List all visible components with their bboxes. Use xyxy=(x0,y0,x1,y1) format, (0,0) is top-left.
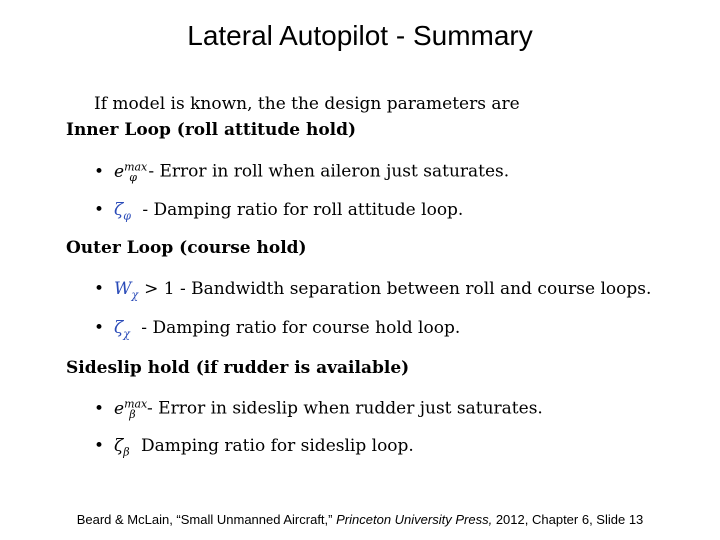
list-item-sideslip-error xyxy=(94,397,543,421)
item-text: - Damping ratio for roll attitude loop. xyxy=(142,200,464,220)
math-symbol: $\zeta_\varphi$ xyxy=(114,200,131,223)
item-text: - Bandwidth separation between roll and course loops. xyxy=(180,279,652,299)
section-heading-outer-loop: Outer Loop (course hold) xyxy=(66,238,307,258)
section-heading-sideslip: Sideslip hold (if rudder is available) xyxy=(66,358,410,378)
section-heading-inner-loop: Inner Loop (roll attitude hold) xyxy=(66,120,357,140)
slide-title: Lateral Autopilot - Summary xyxy=(187,20,533,51)
bullet-icon: • xyxy=(94,318,105,338)
list-item-roll-error xyxy=(94,160,509,184)
footer-slide-number: Chapter 6, Slide 13 xyxy=(531,512,644,527)
bullet-icon: • xyxy=(94,398,105,419)
footer-year: 2012, xyxy=(495,512,529,527)
list-item-bandwidth xyxy=(94,279,651,301)
math-relation: > 1 xyxy=(144,279,175,299)
math-symbol: $W_\chi$ xyxy=(114,279,139,302)
list-item-roll-damping xyxy=(94,200,463,222)
intro-text: If model is known, the the design parameters are xyxy=(94,94,520,114)
list-item-sideslip-damping xyxy=(94,436,414,458)
slide-footer xyxy=(0,512,720,527)
item-text: - Damping ratio for course hold loop. xyxy=(141,318,461,338)
math-symbol: $e^{max}_\beta$ xyxy=(114,397,148,422)
math-symbol: $e^{max}_\varphi$ xyxy=(114,160,148,185)
math-symbol: $\zeta_\chi$ xyxy=(114,318,130,341)
bullet-icon: • xyxy=(94,279,105,299)
item-text: - Error in roll when aileron just saturates. xyxy=(148,161,510,182)
footer-publisher: Princeton University Press, xyxy=(336,512,493,527)
item-text: Damping ratio for sideslip loop. xyxy=(140,436,414,456)
math-symbol: $\zeta_\beta$ xyxy=(114,436,130,459)
bullet-icon: • xyxy=(94,161,105,182)
bullet-icon: • xyxy=(94,200,105,220)
bullet-icon: • xyxy=(94,436,105,456)
footer-citation: Beard & McLain, “Small Unmanned Aircraft,” xyxy=(76,512,333,527)
list-item-course-damping xyxy=(94,318,460,340)
item-text: - Error in sideslip when rudder just saturates. xyxy=(147,398,543,419)
